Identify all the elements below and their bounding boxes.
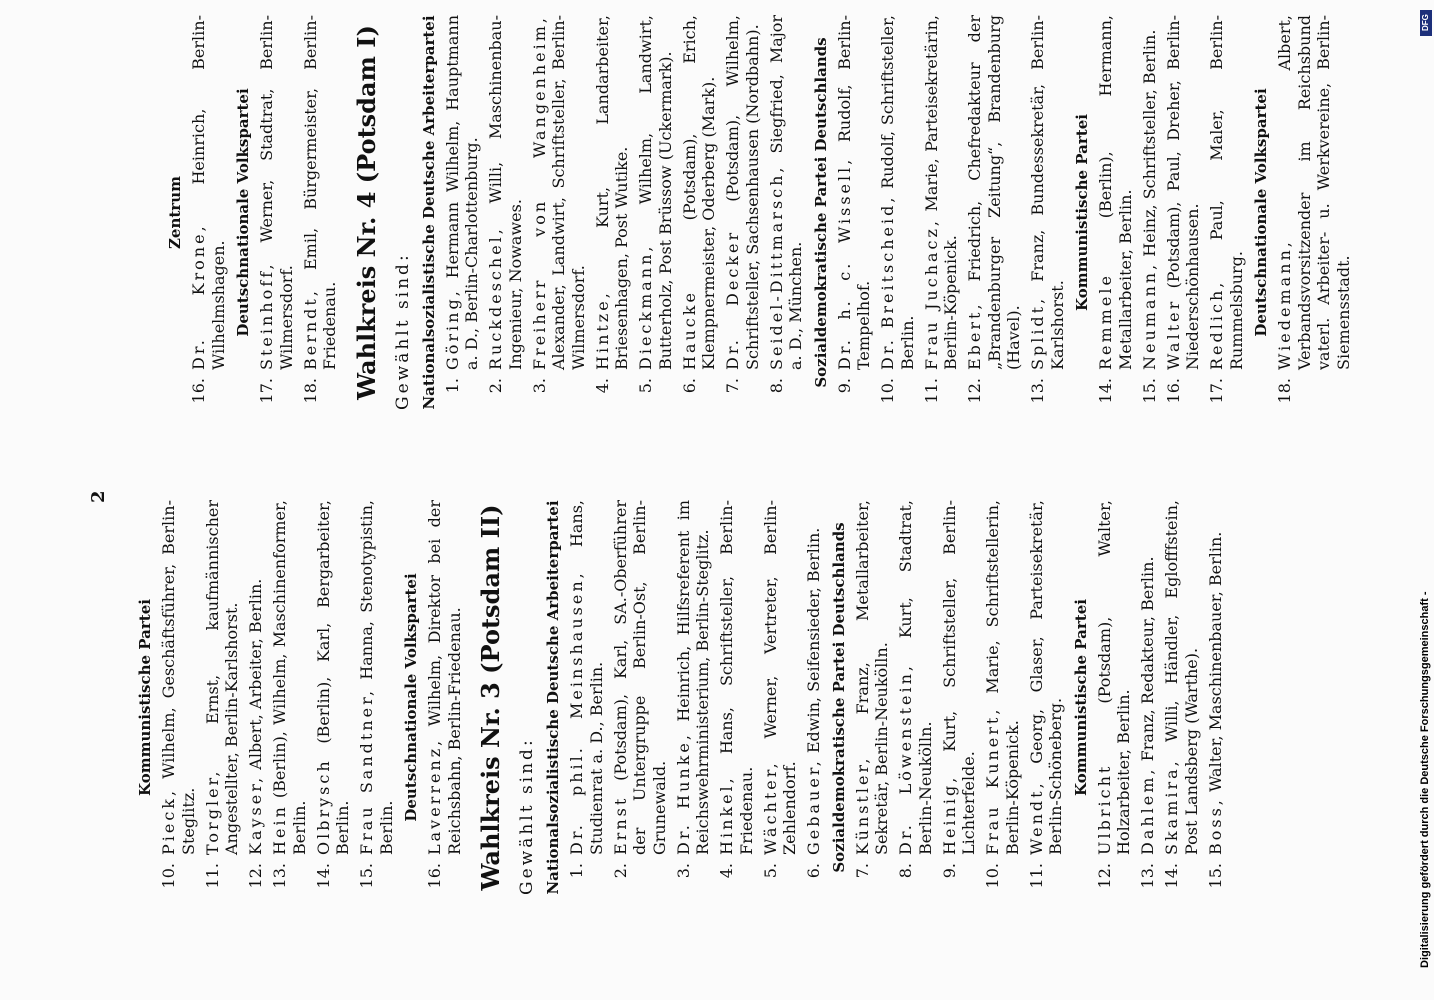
candidate-details: Werner, Vertreter, Berlin-Zehlendorf.	[760, 500, 799, 855]
candidate-entry	[636, 15, 675, 410]
candidate-entry	[983, 500, 1022, 895]
entry-text	[203, 500, 242, 855]
entry-list	[1095, 500, 1226, 895]
candidate-details: Kurt, Schriftsteller, Berlin-Lichterfelde.	[939, 500, 978, 855]
candidate-entry	[1140, 15, 1160, 410]
candidate-name: Dr. Löwenstein,	[896, 663, 915, 855]
entry-number: 13.	[1138, 863, 1157, 889]
entry-number: 9.	[834, 378, 854, 394]
candidate-name: Künstler,	[852, 755, 872, 855]
entry-list	[257, 15, 340, 410]
entry-text	[804, 500, 824, 855]
candidate-entry	[896, 500, 935, 895]
candidate-entry	[965, 15, 1024, 410]
candidate-entry	[1206, 500, 1226, 895]
candidate-entry	[593, 15, 632, 410]
entry-text	[853, 500, 892, 855]
candidate-details: Emil, Bürgermeister, Berlin-Friedenau.	[300, 15, 339, 370]
candidate-name: Dr. Hunke,	[673, 732, 693, 855]
candidate-entry	[270, 500, 309, 895]
candidate-details: Werner, Stadtrat, Berlin-Wilmersdorf.	[257, 15, 296, 370]
candidate-name: Neumann,	[1139, 261, 1159, 370]
candidate-entry	[425, 500, 464, 895]
candidate-details: Willi, Maschinenbau-Ingenieur, Nowawes.	[486, 15, 525, 370]
candidate-entry	[835, 15, 874, 410]
entry-text	[835, 15, 874, 370]
entry-number: 16.	[425, 863, 444, 889]
entry-number: 7.	[723, 378, 742, 394]
entry-number: 7.	[852, 863, 872, 879]
entry-list	[159, 500, 396, 895]
candidate-details: Siegfried, Major a. D., München.	[766, 15, 805, 370]
entry-number: 14.	[313, 863, 333, 889]
candidate-name: Olbrysch	[313, 758, 333, 855]
entry-text	[922, 15, 961, 370]
entry-number: 5.	[636, 378, 655, 394]
candidate-details: Alexander, Landwirt, Schriftsteller, Berlin-Wilmersdorf.	[549, 15, 588, 370]
entry-text	[761, 500, 800, 855]
candidate-details: Walter, Maschinenbauer, Berlin.	[1205, 531, 1225, 798]
entry-text	[1027, 500, 1066, 855]
candidate-name: Ulbricht	[1094, 763, 1114, 855]
section-header: Sozialdemokratische Partei Deutschlands	[829, 522, 848, 873]
entry-text	[443, 15, 482, 370]
entry-number: 11.	[921, 378, 941, 404]
candidate-entry	[159, 500, 198, 895]
candidate-details: Kurt, Stadtrat, Berlin-Neukölln.	[896, 499, 935, 855]
candidate-name: Dr. h. c. Wissell,	[834, 156, 854, 370]
entry-number: 10.	[878, 378, 897, 404]
candidate-name: Wächter,	[760, 760, 780, 855]
candidate-details: Wilhelm, Landwirt, Butterholz, Post Brüssow (Uckermark).	[636, 15, 675, 370]
candidate-details: Georg, Glaser, Parteisekretär, Berlin-Schöneberg.	[1026, 500, 1065, 855]
entry-text	[1096, 15, 1135, 370]
entry-text	[530, 15, 589, 370]
entry-number: 13.	[1028, 378, 1047, 404]
column-left	[130, 500, 1230, 895]
entry-number: 16.	[1163, 378, 1183, 404]
entry-number: 5.	[760, 863, 780, 879]
candidate-entry	[357, 500, 396, 895]
entry-list	[1096, 15, 1246, 410]
candidate-name: Heinig,	[939, 774, 959, 855]
candidate-name: Dr. Decker	[723, 229, 742, 370]
entry-text	[1095, 500, 1134, 855]
entry-text	[767, 15, 806, 370]
section-header: Kommunistische Partei	[136, 599, 154, 796]
section-header: Deutschnationale Volkspartei	[1252, 88, 1270, 337]
entry-number: 12.	[1094, 863, 1114, 889]
candidate-name: Dr. Krone,	[189, 223, 208, 370]
candidate-entry	[1275, 15, 1353, 410]
section-header: Kommunistische Partei	[1073, 114, 1091, 311]
entry-text	[425, 500, 464, 855]
candidate-name: Dr. phil. Meinshausen,	[567, 570, 586, 855]
entry-text	[1206, 500, 1226, 855]
candidate-entry	[1096, 15, 1135, 410]
candidate-name: Kayser,	[246, 774, 265, 855]
section-header: Nationalsozialistische Deutsche Arbeiterpartei	[544, 500, 562, 895]
candidate-details: Albert, Arbeiter, Berlin.	[246, 578, 265, 775]
candidate-entry	[1162, 500, 1201, 895]
entry-text	[314, 500, 353, 855]
candidate-details: Heinrich, Hilfsreferent im Reichswehrministerium, Berlin-Steglitz.	[673, 499, 712, 855]
candidate-details: Marie, Parteisekretärin, Berlin-Köpenick.	[921, 15, 960, 370]
entry-number: 16.	[189, 378, 208, 404]
entry-text	[1162, 500, 1201, 855]
candidate-name: Ebert,	[965, 301, 984, 370]
candidate-entry	[853, 500, 892, 895]
candidate-entry	[486, 15, 525, 410]
candidate-name: Hein	[270, 804, 289, 855]
candidate-entry	[940, 500, 979, 895]
column-right	[160, 15, 1358, 410]
candidate-details: (Potsdam), Karl, SA.-Oberführer der Untergruppe Berlin-Ost, Berlin-Grunewald.	[610, 500, 669, 855]
entry-list	[425, 500, 464, 895]
entry-text	[1138, 500, 1158, 855]
entry-number: 10.	[983, 863, 1002, 889]
candidate-details: Marie, Schriftstellerin, Berlin-Köpenick.	[983, 500, 1022, 855]
candidate-details: (Potsdam), Paul, Dreher, Berlin-Niederschönhausen.	[1163, 15, 1202, 370]
candidate-name: Frau Sandtner,	[357, 687, 376, 855]
candidate-name: Hintze,	[592, 290, 612, 370]
entry-text	[1164, 15, 1203, 370]
entry-list	[1275, 15, 1353, 410]
entry-number: 17.	[257, 378, 276, 404]
entry-number: 8.	[896, 863, 915, 879]
entry-text	[246, 500, 266, 855]
entry-list	[567, 500, 824, 895]
candidate-name: Steinhoff,	[257, 261, 276, 370]
candidate-details: Franz, Bundessekretär, Berlin-Karlshorst.	[1028, 15, 1067, 370]
candidate-details: Heinrich, Berlin-Wilhelmshagen.	[189, 15, 228, 370]
wahlkreis-title: Wahlkreis Nr. 3 (Potsdam II)	[476, 504, 505, 891]
candidate-details: (Berlin), Hermann, Metallarbeiter, Berlin.	[1096, 15, 1135, 370]
entry-number: 2.	[610, 863, 630, 879]
candidate-details: Hans, Schriftsteller, Berlin-Friedenau.	[717, 500, 756, 855]
candidate-name: Ernst	[610, 795, 630, 855]
entry-text	[1275, 15, 1353, 370]
candidate-name: Splidt,	[1028, 295, 1047, 370]
entry-text	[270, 500, 309, 855]
page-number: 2	[88, 490, 109, 503]
candidate-name: Pieck,	[159, 787, 178, 855]
candidate-details: (Berlin), Wilhelm, Maschinenformer, Berlin.	[270, 500, 309, 855]
entry-number: 4.	[717, 863, 736, 879]
candidate-details: Kurt, Landarbeiter, Briesenhagen, Post Wutike.	[592, 15, 631, 370]
candidate-entry	[767, 15, 806, 410]
candidate-details: Wilhelm, Direktor bei der Reichsbahn, Berlin-Friedenau.	[425, 500, 464, 855]
candidate-entry	[1164, 15, 1203, 410]
entry-text	[257, 15, 296, 370]
candidate-entry	[1095, 500, 1134, 895]
entry-list	[853, 500, 1066, 895]
candidate-details: Ernst, kaufmännischer Angestellter, Berlin-Karlshorst.	[202, 500, 241, 855]
candidate-details: Paul, Maler, Berlin-Rummelsburg.	[1207, 15, 1246, 370]
candidate-entry	[804, 500, 824, 895]
candidate-details: Franz, Redakteur, Berlin.	[1138, 556, 1157, 767]
section-header: Deutschnationale Volkspartei	[402, 573, 420, 822]
candidate-entry	[203, 500, 242, 895]
gewaehlt-label: Gewählt sind:	[517, 737, 537, 895]
candidate-name: Berndt,	[300, 288, 320, 370]
entry-text	[301, 15, 340, 370]
candidate-name: Boss,	[1205, 797, 1225, 855]
entry-number: 3.	[673, 863, 693, 879]
candidate-name: Haucke	[679, 290, 699, 370]
entry-number: 12.	[246, 863, 265, 889]
gewaehlt-label: Gewählt sind:	[392, 252, 413, 410]
candidate-entry	[922, 15, 961, 410]
entry-number: 4.	[592, 378, 612, 394]
candidate-entry	[189, 15, 228, 410]
candidate-entry	[567, 500, 606, 895]
entry-text	[636, 15, 675, 370]
candidate-details: Friedrich, Chefredakteur der „Brandenburger Zeitung“, Brandenburg (Havel).	[965, 15, 1023, 370]
entry-text	[723, 15, 762, 370]
candidate-entry	[717, 500, 756, 895]
candidate-details: Rudolf, Schriftsteller, Berlin.	[878, 15, 917, 370]
section-header: Nationalsozialistische Deutsche Arbeiterpartei	[419, 15, 438, 410]
entry-number: 14.	[1096, 378, 1115, 404]
candidate-name: Seidel-Dittmarsch,	[766, 164, 786, 370]
candidate-name: Wiedemann,	[1275, 239, 1294, 370]
dfg-logo: DFG	[1420, 10, 1432, 36]
candidate-name: Gebauer,	[804, 758, 823, 855]
entry-text	[717, 500, 756, 855]
candidate-name: Skamira,	[1162, 758, 1181, 855]
entry-text	[611, 500, 670, 855]
candidate-entry	[761, 500, 800, 895]
candidate-entry	[611, 500, 670, 895]
digitization-footer	[1418, 8, 1432, 992]
entry-list	[443, 15, 806, 410]
digitization-note: Digitalisierung gefördert durch die Deutsche Forschungsgemeinschaft -	[1419, 591, 1431, 968]
entry-number: 14.	[1162, 863, 1181, 889]
entry-text	[878, 15, 917, 370]
candidate-entry	[1207, 15, 1246, 410]
entry-text	[486, 15, 525, 370]
candidate-name: Hinkel,	[717, 775, 736, 855]
candidate-entry	[443, 15, 482, 410]
candidate-details: Willi, Händler, Eglofffstein, Post Landsberg (Warthe).	[1162, 500, 1201, 855]
candidate-details: Wilhelm, Geschäftsführer, Berlin-Steglitz.	[159, 500, 198, 855]
candidate-name: Redlich,	[1207, 279, 1226, 370]
wahlkreis-title: Wahlkreis Nr. 4 (Potsdam I)	[351, 25, 381, 400]
entry-number: 17.	[1207, 378, 1226, 404]
entry-number: 18.	[1275, 378, 1294, 404]
candidate-name: Göring,	[442, 288, 462, 370]
entry-text	[593, 15, 632, 370]
candidate-entry	[723, 15, 762, 410]
entry-text	[1207, 15, 1246, 370]
candidate-name: Walter	[1163, 298, 1183, 370]
candidate-name: Laverrenz,	[425, 737, 444, 855]
candidate-name: Wendt,	[1026, 780, 1046, 855]
entry-number: 15.	[1205, 863, 1225, 889]
entry-text	[189, 15, 228, 370]
entry-number: 3.	[529, 378, 549, 394]
candidate-details: (Potsdam), Erich, Klempnermeister, Oderberg (Mark).	[679, 15, 718, 370]
candidate-entry	[530, 15, 589, 410]
candidate-name: Frau Kunert,	[983, 706, 1002, 855]
entry-list	[189, 15, 228, 410]
candidate-entry	[1027, 500, 1066, 895]
entry-number: 6.	[679, 378, 699, 394]
entry-number: 12.	[965, 378, 984, 404]
entry-text	[1028, 15, 1067, 370]
entry-text	[965, 15, 1024, 370]
candidate-details: Edwin, Seifensieder, Berlin.	[804, 527, 823, 759]
entry-number: 9.	[939, 863, 959, 879]
entry-text	[1140, 15, 1160, 370]
candidate-details: Rudolf, Berlin-Tempelhof.	[834, 15, 873, 370]
entry-number: 8.	[766, 378, 786, 394]
candidate-name: Frau Juchacz,	[921, 217, 941, 370]
entry-text	[674, 500, 713, 855]
candidate-name: Ruckdeschel,	[486, 226, 505, 370]
entry-text	[940, 500, 979, 855]
entry-number: 15.	[357, 863, 376, 889]
candidate-entry	[314, 500, 353, 895]
candidate-details: Heinz, Schriftsteller, Berlin.	[1139, 29, 1159, 262]
candidate-name: Dieckmann,	[636, 243, 655, 370]
candidate-entry	[257, 15, 296, 410]
candidate-entry	[674, 500, 713, 895]
candidate-name: Dr. Breitscheid,	[878, 194, 897, 370]
entry-text	[159, 500, 198, 855]
entry-number: 18.	[300, 378, 320, 404]
candidate-details: Franz, Metallarbeiter, Sekretär, Berlin-Neukölln.	[852, 500, 891, 855]
candidate-name: Freiherr von Wangenheim,	[529, 15, 549, 370]
entry-text	[896, 500, 935, 855]
entry-number: 11.	[202, 863, 222, 889]
entry-number: 6.	[804, 863, 823, 879]
entry-number: 2.	[486, 378, 505, 394]
entry-text	[680, 15, 719, 370]
candidate-entry	[680, 15, 719, 410]
entry-text	[983, 500, 1022, 855]
candidate-details: Hans, Studienrat a. D., Berlin.	[567, 499, 606, 855]
candidate-details: Hanna, Stenotypistin, Berlin.	[357, 500, 396, 855]
candidate-entry	[246, 500, 266, 895]
candidate-details: Hermann Wilhelm, Hauptmann a. D., Berlin-Charlottenburg.	[442, 15, 481, 370]
candidate-details: (Potsdam), Walter, Holzarbeiter, Berlin.	[1094, 500, 1133, 855]
entry-number: 13.	[270, 863, 289, 889]
candidate-entry	[1138, 500, 1158, 895]
section-header: Kommunistische Partei	[1071, 599, 1090, 796]
entry-number: 11.	[1026, 863, 1046, 889]
candidate-name: Dahlem,	[1138, 766, 1157, 855]
entry-number: 1.	[442, 378, 462, 394]
candidate-entry	[301, 15, 340, 410]
entry-text	[357, 500, 396, 855]
candidate-details: Albert, Verbandsvorsitzender im Reichsbund vaterl. Arbeiter- u. Werkvereine, Berlin-Siemensstadt.	[1275, 15, 1353, 370]
section-header: Zentrum	[166, 176, 184, 250]
section-header: Deutschnationale Volkspartei	[234, 88, 252, 337]
candidate-details: (Berlin), Karl, Bergarbeiter, Berlin.	[313, 500, 352, 855]
candidate-entry	[1028, 15, 1067, 410]
entry-list	[835, 15, 1068, 410]
entry-number: 15.	[1139, 378, 1159, 404]
candidate-entry	[878, 15, 917, 410]
entry-number: 1.	[567, 863, 586, 879]
section-header: Sozialdemokratische Partei Deutschlands	[811, 37, 830, 388]
entry-number: 10.	[159, 863, 178, 889]
candidate-details: (Potsdam), Wilhelm, Schriftsteller, Sachsenhausen (Nordbahn).	[723, 15, 762, 370]
candidate-name: Torgler,	[202, 768, 222, 855]
entry-text	[567, 500, 606, 855]
candidate-name: Remmele	[1096, 273, 1115, 370]
